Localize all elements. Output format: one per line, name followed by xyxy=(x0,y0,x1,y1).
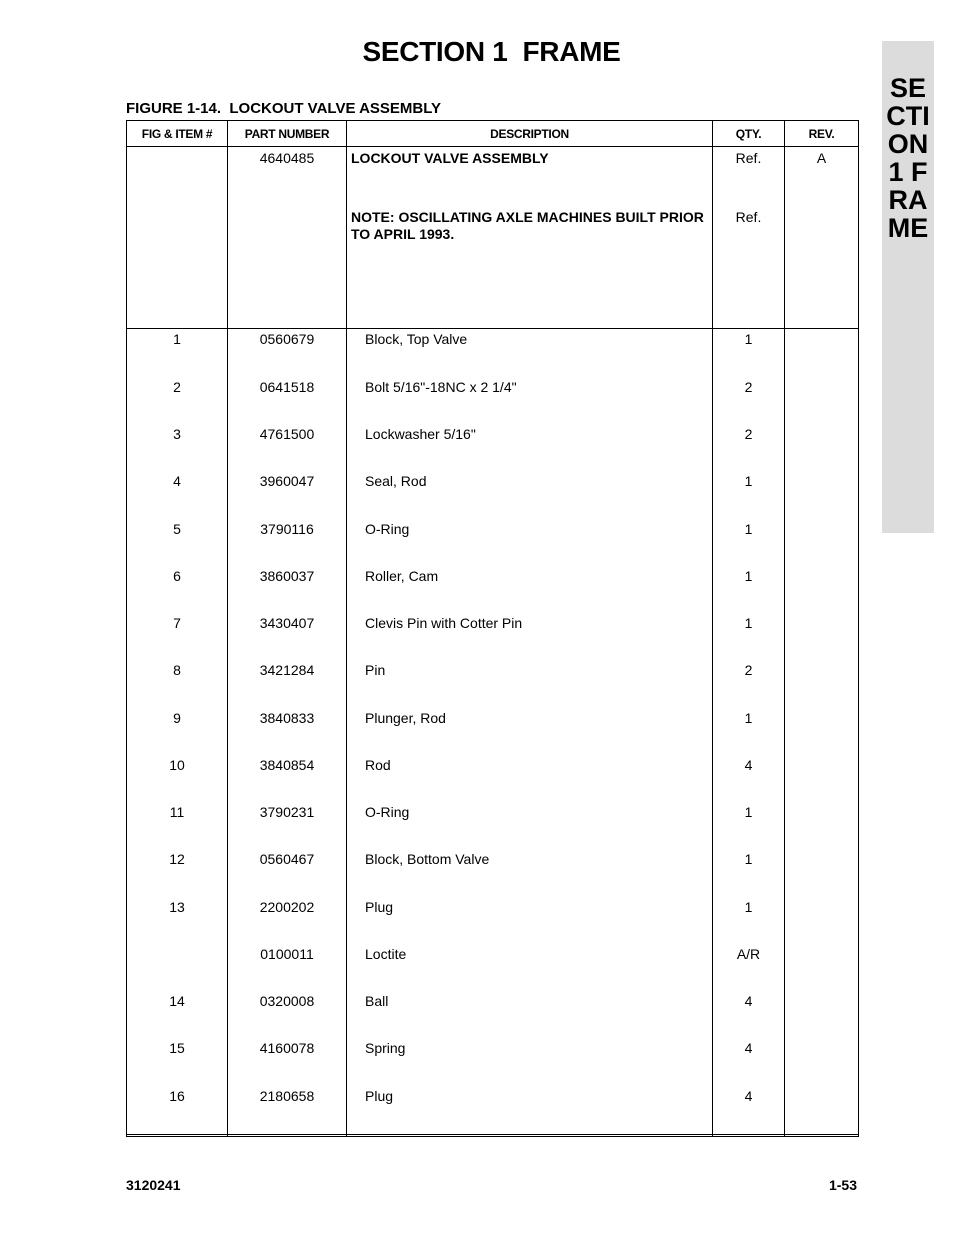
document-number: 3120241 xyxy=(126,1177,181,1193)
table-row xyxy=(127,897,859,944)
filler-row xyxy=(127,1134,859,1136)
part-number-cell: 0641518 xyxy=(228,377,347,424)
part-number-cell: 0560467 xyxy=(228,849,347,896)
section-title: SECTION 1 FRAME xyxy=(362,36,621,67)
qty-cell: 2 xyxy=(713,424,785,471)
rev-cell xyxy=(785,613,859,660)
item-cell: 12 xyxy=(127,849,228,896)
rev-cell xyxy=(785,944,859,991)
item-cell: 14 xyxy=(127,991,228,1038)
description-text: Plug xyxy=(365,1087,394,1104)
rev-cell xyxy=(785,755,859,802)
page-number: 1-53 xyxy=(828,1177,857,1193)
table-row xyxy=(127,147,859,208)
part-number-cell xyxy=(228,207,347,309)
description-text: Lockwasher 5/16" xyxy=(365,426,476,443)
table-row xyxy=(127,991,859,1038)
rev-cell xyxy=(785,897,859,944)
qty-cell: 1 xyxy=(713,519,785,566)
rev-cell xyxy=(785,849,859,896)
item-cell: 1 xyxy=(127,328,228,376)
table-row xyxy=(127,1086,859,1135)
description-text: O-Ring xyxy=(365,804,410,821)
rev-cell xyxy=(785,566,859,613)
part-number-cell: 0100011 xyxy=(228,944,347,991)
rev-cell xyxy=(785,207,859,309)
rev-cell: A xyxy=(785,147,859,208)
item-cell: 11 xyxy=(127,802,228,849)
description-cell xyxy=(347,755,713,802)
qty-cell: 2 xyxy=(713,377,785,424)
rev-cell xyxy=(785,1086,859,1135)
part-number-cell: 3421284 xyxy=(228,660,347,707)
item-cell: 3 xyxy=(127,424,228,471)
qty-cell: 4 xyxy=(713,1038,785,1085)
item-cell: 13 xyxy=(127,897,228,944)
column-header-item: FIG & ITEM # xyxy=(127,121,228,147)
part-number-cell: 4761500 xyxy=(228,424,347,471)
qty-cell: Ref. xyxy=(713,207,785,309)
column-header-part-number: PART NUMBER xyxy=(228,121,347,147)
part-number-cell: 2200202 xyxy=(228,897,347,944)
parts-list-table xyxy=(126,120,859,1137)
part-number-cell: 4640485 xyxy=(228,147,347,208)
description-cell xyxy=(347,991,713,1038)
qty-cell: 1 xyxy=(713,613,785,660)
description-text: Bolt 5/16"-18NC x 2 1/4" xyxy=(365,378,517,395)
item-cell xyxy=(127,207,228,309)
description-cell xyxy=(347,802,713,849)
table-row xyxy=(127,708,859,755)
description-cell xyxy=(347,519,713,566)
spacer-row xyxy=(127,309,859,329)
column-header-rev: REV. xyxy=(785,121,859,147)
figure-title: FIGURE 1-14. LOCKOUT VALVE ASSEMBLY xyxy=(126,100,442,117)
description-cell xyxy=(347,377,713,424)
part-number-cell: 3840854 xyxy=(228,755,347,802)
item-cell xyxy=(127,147,228,208)
section-side-tab xyxy=(882,41,934,533)
description-cell xyxy=(347,708,713,755)
rev-cell xyxy=(785,708,859,755)
table-row xyxy=(127,424,859,471)
table-row xyxy=(127,328,859,376)
rev-cell xyxy=(785,1038,859,1085)
part-number-cell: 3790116 xyxy=(228,519,347,566)
qty-cell: 1 xyxy=(713,849,785,896)
qty-cell: 4 xyxy=(713,991,785,1038)
rev-cell xyxy=(785,471,859,518)
description-cell xyxy=(347,660,713,707)
description-text: Seal, Rod xyxy=(365,473,427,490)
qty-cell: 1 xyxy=(713,802,785,849)
qty-cell: 4 xyxy=(713,755,785,802)
rev-cell xyxy=(785,424,859,471)
table-row xyxy=(127,944,859,991)
description-cell xyxy=(347,328,713,376)
item-cell: 5 xyxy=(127,519,228,566)
part-number-cell: 4160078 xyxy=(228,1038,347,1085)
description-text: Ball xyxy=(365,993,389,1010)
table-row xyxy=(127,377,859,424)
description-text: Roller, Cam xyxy=(365,567,439,584)
description-text: O-Ring xyxy=(365,520,410,537)
item-cell: 2 xyxy=(127,377,228,424)
table-row xyxy=(127,207,859,309)
qty-cell: 1 xyxy=(713,471,785,518)
description-text: Loctite xyxy=(365,945,407,962)
description-cell xyxy=(347,849,713,896)
item-cell: 8 xyxy=(127,660,228,707)
item-cell: 7 xyxy=(127,613,228,660)
part-number-cell: 0320008 xyxy=(228,991,347,1038)
table-row xyxy=(127,849,859,896)
qty-cell: 4 xyxy=(713,1086,785,1135)
description-cell xyxy=(347,1086,713,1135)
item-cell: 6 xyxy=(127,566,228,613)
item-cell: 4 xyxy=(127,471,228,518)
table-row xyxy=(127,1038,859,1085)
item-cell: 16 xyxy=(127,1086,228,1135)
description-text: Spring xyxy=(365,1040,406,1057)
table-row xyxy=(127,519,859,566)
table-row xyxy=(127,566,859,613)
description-text: Block, Bottom Valve xyxy=(365,851,490,868)
description-text: Pin xyxy=(365,662,386,679)
item-cell xyxy=(127,944,228,991)
table-row xyxy=(127,613,859,660)
qty-cell: 1 xyxy=(713,897,785,944)
item-cell: 15 xyxy=(127,1038,228,1085)
description-text: Plunger, Rod xyxy=(365,709,446,726)
side-tab-label: SECTION 1 FRAME xyxy=(886,73,936,243)
rev-cell xyxy=(785,802,859,849)
description-text: Rod xyxy=(365,756,391,773)
description-text: Clevis Pin with Cotter Pin xyxy=(365,615,523,632)
table-header-row xyxy=(127,121,859,147)
item-cell: 10 xyxy=(127,755,228,802)
table-row xyxy=(127,660,859,707)
qty-cell: 1 xyxy=(713,708,785,755)
qty-cell: 1 xyxy=(713,328,785,376)
table-row xyxy=(127,755,859,802)
rev-cell xyxy=(785,660,859,707)
table-row xyxy=(127,802,859,849)
item-cell: 9 xyxy=(127,708,228,755)
description-text: Plug xyxy=(365,898,394,915)
part-number-cell: 3790231 xyxy=(228,802,347,849)
description-cell xyxy=(347,944,713,991)
part-number-cell: 3860037 xyxy=(228,566,347,613)
qty-cell: Ref. xyxy=(713,147,785,208)
note-cell: NOTE: OSCILLATING AXLE MACHINES BUILT PRIOR TO APRIL 1993. xyxy=(347,207,713,309)
description-cell: LOCKOUT VALVE ASSEMBLY xyxy=(347,147,713,208)
description-cell xyxy=(347,1038,713,1085)
description-cell xyxy=(347,613,713,660)
rev-cell xyxy=(785,377,859,424)
rev-cell xyxy=(785,328,859,376)
column-header-qty: QTY. xyxy=(713,121,785,147)
rev-cell xyxy=(785,991,859,1038)
qty-cell: 1 xyxy=(713,566,785,613)
description-cell xyxy=(347,424,713,471)
part-number-cell: 3840833 xyxy=(228,708,347,755)
qty-cell: 2 xyxy=(713,660,785,707)
part-number-cell: 2180658 xyxy=(228,1086,347,1135)
rev-cell xyxy=(785,519,859,566)
part-number-cell: 0560679 xyxy=(228,328,347,376)
description-text: Block, Top Valve xyxy=(365,330,468,347)
part-number-cell: 3960047 xyxy=(228,471,347,518)
description-cell xyxy=(347,566,713,613)
description-cell xyxy=(347,471,713,518)
part-number-cell: 3430407 xyxy=(228,613,347,660)
qty-cell: A/R xyxy=(713,944,785,991)
column-header-description: DESCRIPTION xyxy=(347,121,713,147)
description-cell xyxy=(347,897,713,944)
table-row xyxy=(127,471,859,518)
